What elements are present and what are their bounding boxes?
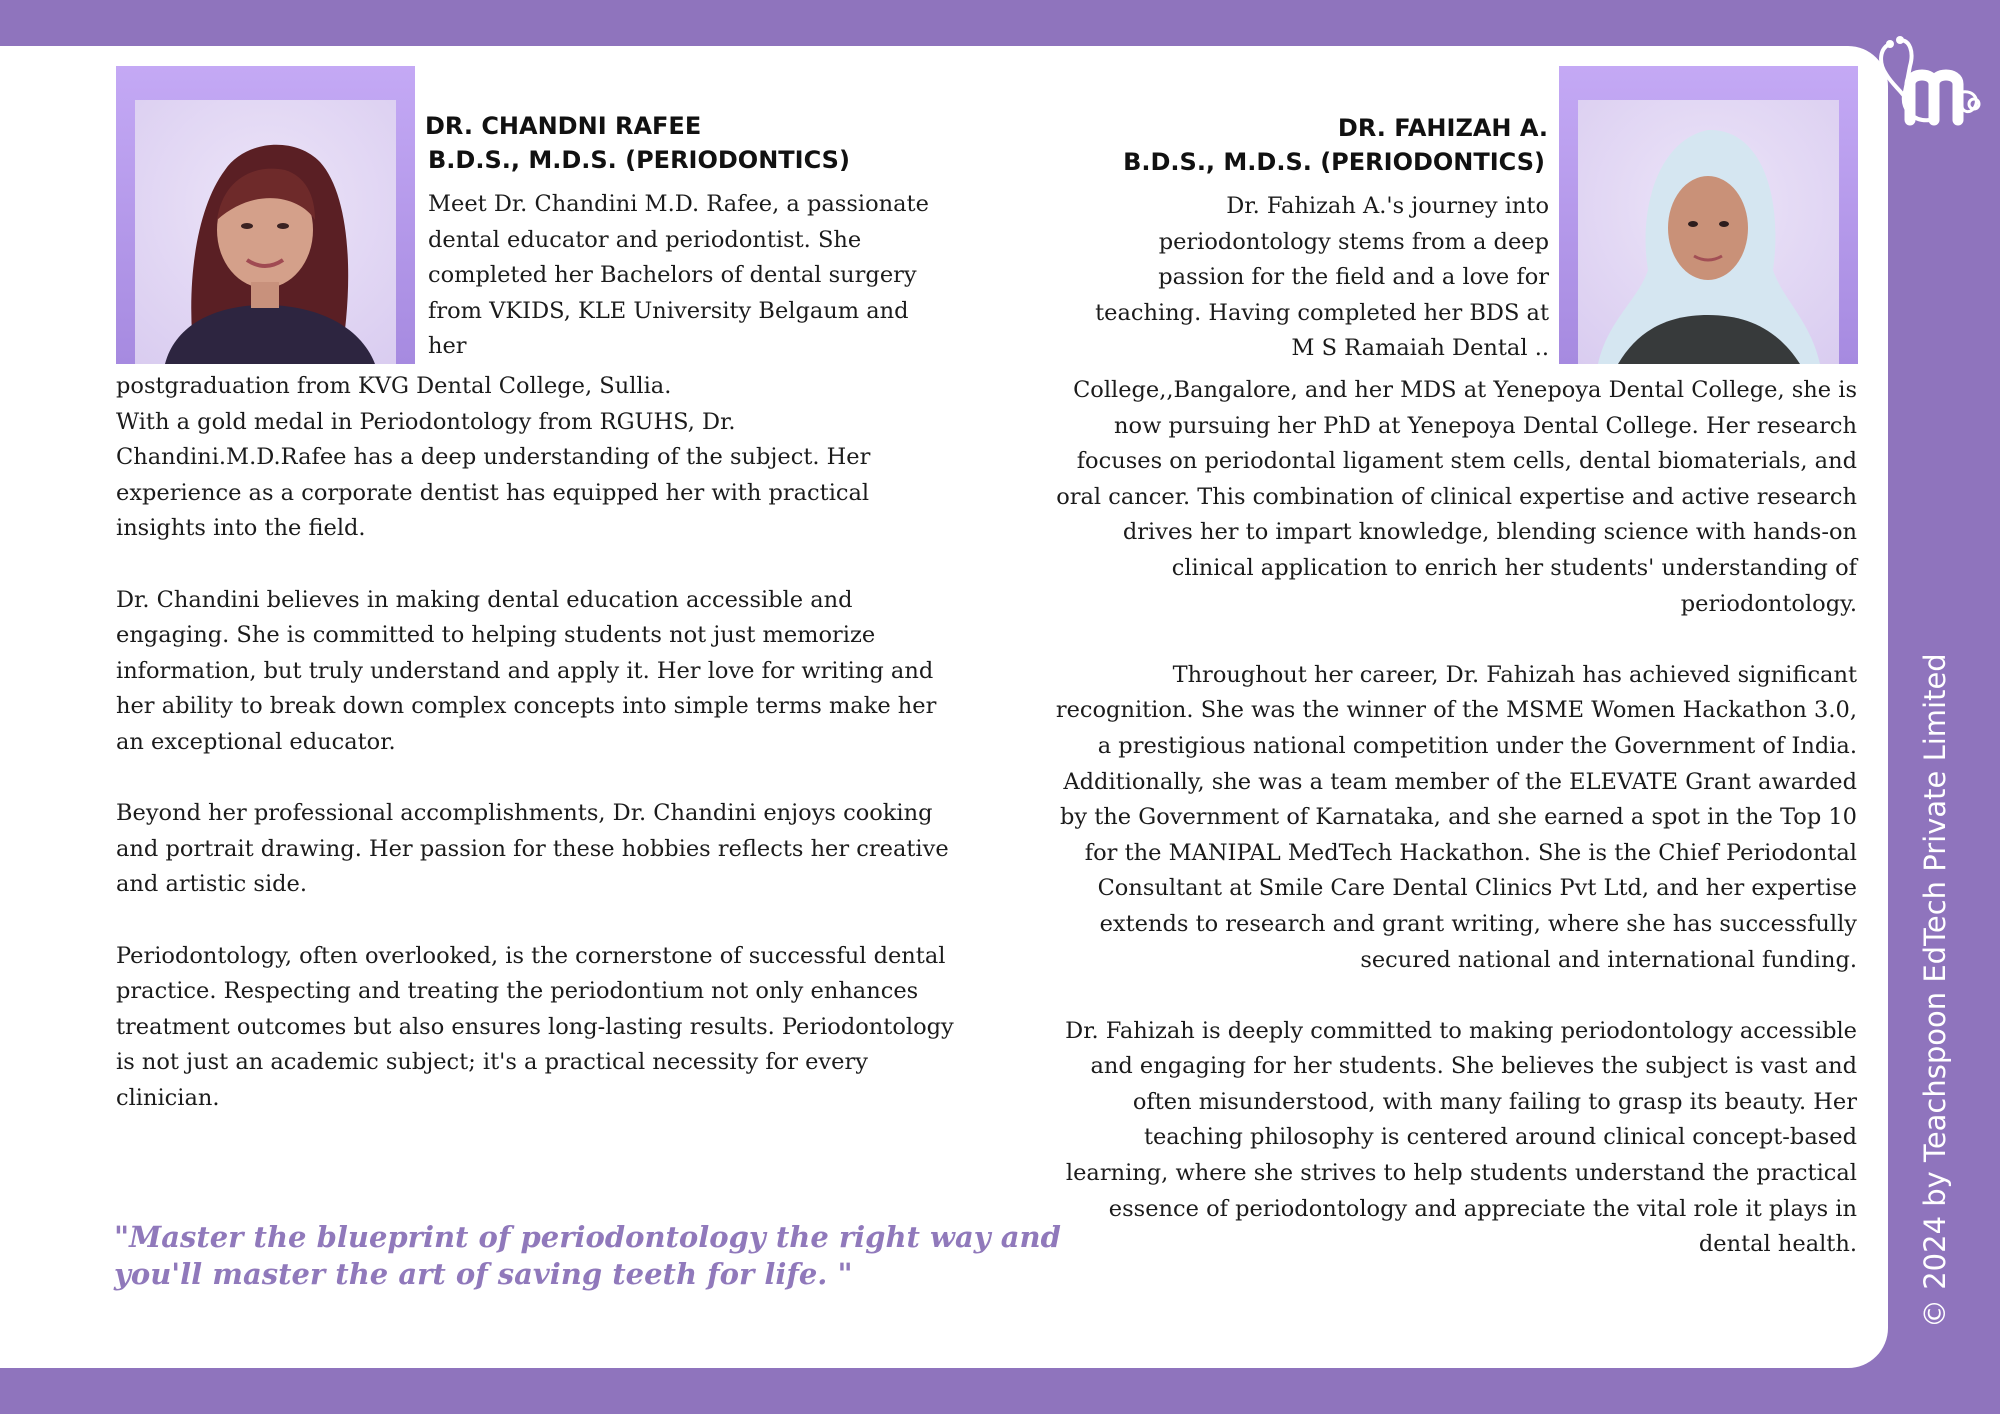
doctor-2-photo [1578, 100, 1839, 364]
doctor-1-degree: B.D.S., M.D.S. (PERIODONTICS) [428, 146, 850, 174]
doctor-2-degree: B.D.S., M.D.S. (PERIODONTICS) [1123, 148, 1545, 176]
doctor-2-paragraph: Dr. Fahizah is deeply committed to making periodontology accessible and engaging for her students. She believes the subject is vast and often misunderstood, with many failing to grasp its beauty. Her teaching philosophy is centered around clinical concept-based learning, where she strives to help students understand the practical essence of periodontology and appreciate the vital role it plays in dental health. [1065, 1017, 1857, 1258]
doctor-2-intro: Dr. Fahizah A.'s journey into periodontology stems from a deep passion for the field and a love for teaching. Having completed her BDS at M S Ramaiah Dental .. [1095, 193, 1549, 362]
doctor-2-paragraph: College,,Bangalore, and her MDS at Yenepoya Dental College, she is now pursuing her PhD at Yenepoya Dental College. Her research focuses on periodontal ligament stem cells, dental biomaterials, and oral cancer. This combination of clinical expertise and active research drives her to impart knowledge, blending science with hands-on clinical application to enrich her students' understanding of periodontology. [1056, 377, 1857, 617]
portrait-woman-hijab-icon [1578, 100, 1839, 364]
doctor-1-paragraph: With a gold medal in Periodontology from RGUHS, Dr. Chandini.M.D.Rafee has a deep understanding of the subject. Her experience as a corporate dentist has equipped her with practical insights into the field. [116, 408, 871, 542]
doctor-2-photo-frame [1559, 66, 1858, 364]
doctor-1-intro-continued: postgraduation from KVG Dental College, Sullia. [116, 373, 672, 399]
portrait-woman-icon [135, 100, 396, 364]
stethoscope-m-logo-icon [1870, 32, 1994, 130]
doctor-1-photo [135, 100, 396, 364]
doctor-1-bio [116, 369, 966, 1116]
doctor-2-paragraph: Throughout her career, Dr. Fahizah has achieved significant recognition. She was the winner of the MSME Women Hackathon 3.0, a prestigious national competition under the Government of India. Additionally, she was a team member of the ELEVATE Grant awarded by the Government of Karnataka, and she earned a spot in the Top 10 for the MANIPAL MedTech Hackathon. She is the Chief Periodontal Consultant at Smile Care Dental Clinics Pvt Ltd, and her expertise extends to research and grant writing, where she has successfully secured national and international funding. [1055, 661, 1857, 973]
doctor-1-paragraph: Periodontology, often overlooked, is the cornerstone of successful dental practice. Respecting and treating the periodontium not only enhances treatment outcomes but also ensures long-lasting results. Periodontology is not just an academic subject; it's a practical necessity for every clinician. [116, 942, 954, 1111]
doctor-1-name: DR. CHANDNI RAFEE [425, 112, 702, 140]
doctor-1-paragraph: Dr. Chandini believes in making dental education accessible and engaging. She is committed to helping students not just memorize information, but truly understand and apply it. Her love for writing and her ability to break down complex concepts into simple terms make her an exceptional educator. [116, 586, 937, 755]
copyright-text: © 2024 by Teachspoon EdTech Private Limited [1918, 653, 1952, 1328]
doctor-2-name: DR. FAHIZAH A. [1337, 114, 1548, 142]
doctor-2-bio [1052, 373, 1857, 1263]
quote-text: "Master the blueprint of periodontology the right way and you'll master the art of saving teeth for life. " [114, 1220, 1061, 1291]
doctor-1-intro: Meet Dr. Chandini M.D. Rafee, a passionate dental educator and periodontist. She completed her Bachelors of dental surgery from VKIDS, KLE University Belgaum and her [428, 191, 929, 360]
doctor-1-paragraph: Beyond her professional accomplishments, Dr. Chandini enjoys cooking and portrait drawing. Her passion for these hobbies reflects her creative and artistic side. [116, 800, 949, 898]
doctor-1-photo-frame [116, 66, 415, 364]
